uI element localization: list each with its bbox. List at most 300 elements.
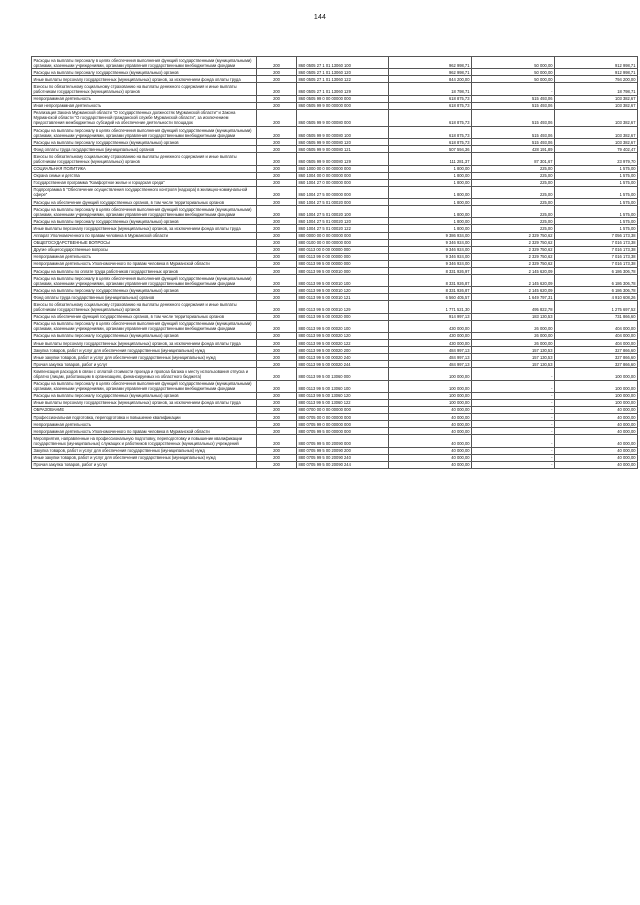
row-dept-code: 200 (257, 392, 297, 399)
row-name: Иные выплаты персоналу государственных (муниципальных) органов, за исключением фонда оплаты труда (32, 399, 257, 406)
table-row (32, 301, 638, 313)
row-approved: 618 875,73 (389, 109, 472, 126)
row-budget-code: 880 0113 99 5 00 00020 100 (297, 320, 389, 332)
row-approved: 844 200,00 (389, 76, 472, 83)
row-remaining: 6 186 306,78 (555, 268, 638, 275)
table-row (32, 313, 638, 320)
row-approved: 1 800,00 (389, 179, 472, 186)
row-dept-code: 200 (257, 260, 297, 267)
row-name: Расходы на выплаты по оплате труда работников государственных органов (32, 268, 257, 275)
table-row (32, 95, 638, 102)
row-approved: 8 331 926,87 (389, 287, 472, 294)
row-dept-code: 200 (257, 380, 297, 392)
row-name: Расходы на выплаты персоналу государственных (муниципальных) органов (32, 139, 257, 146)
table-row (32, 461, 638, 468)
row-approved: 40 000,00 (389, 421, 472, 428)
row-executed: 2 145 620,09 (472, 268, 555, 275)
row-remaining: 327 866,60 (555, 347, 638, 354)
row-budget-code: 880 0113 99 5 00 00010 121 (297, 294, 389, 301)
table-row (32, 406, 638, 413)
row-remaining: 1 575,00 (555, 199, 638, 206)
row-approved: 100 000,00 (389, 368, 472, 380)
row-approved: 9 386 934,00 (389, 232, 472, 239)
table-row (32, 361, 638, 368)
table-row (32, 287, 638, 294)
row-name: Взносы по обязательному социальному страхованию на выплаты денежного содержания и иные выплаты работникам государственных (муниципальных) органов (32, 153, 257, 165)
row-executed: 225,00 (472, 225, 555, 232)
row-budget-code: 860 1000 00 0 00 00000 000 (297, 165, 389, 172)
row-remaining: 1 575,00 (555, 206, 638, 218)
row-dept-code: 200 (257, 399, 297, 406)
table-row (32, 428, 638, 435)
row-remaining: 912 998,71 (555, 57, 638, 69)
row-budget-code: 880 0113 99 5 00 00010 100 (297, 275, 389, 287)
table-row (32, 435, 638, 447)
row-remaining: 1 575,00 (555, 179, 638, 186)
row-approved: 484 997,13 (389, 361, 472, 368)
table-row (32, 102, 638, 109)
row-dept-code: 200 (257, 320, 297, 332)
row-name: Мероприятия, направленные на профессиональную подготовку, переподготовку и повышение квалификации государственных (муниципальных) служащих и работников государственных (муниципальных) учреждений (32, 435, 257, 447)
row-dept-code: 200 (257, 301, 297, 313)
row-remaining: 100 000,00 (555, 399, 638, 406)
row-dept-code: 200 (257, 406, 297, 413)
row-budget-code: 880 0000 00 0 00 00000 000 (297, 232, 389, 239)
row-dept-code: 200 (257, 268, 297, 275)
table-row (32, 399, 638, 406)
row-budget-code: 860 1004 27 5 01 00020 120 (297, 218, 389, 225)
table-row (32, 232, 638, 239)
row-budget-code: 880 0705 99 5 00 20090 200 (297, 447, 389, 454)
row-remaining: 40 000,00 (555, 454, 638, 461)
row-dept-code: 200 (257, 414, 297, 421)
table-row (32, 414, 638, 421)
row-executed: - (472, 83, 555, 95)
row-approved: 100 000,00 (389, 380, 472, 392)
row-executed: - (472, 461, 555, 468)
row-budget-code: 860 0505 99 9 00 00080 129 (297, 153, 389, 165)
row-remaining: 40 000,00 (555, 414, 638, 421)
row-budget-code: 880 0113 99 5 00 00020 120 (297, 332, 389, 339)
table-row (32, 253, 638, 260)
row-approved: 484 997,13 (389, 347, 472, 354)
row-approved: 618 875,73 (389, 95, 472, 102)
row-executed: 2 145 620,09 (472, 275, 555, 287)
row-approved: 9 346 924,00 (389, 253, 472, 260)
row-dept-code: 200 (257, 83, 297, 95)
row-name: Реализация Закона Мурманской области "О государственных должностях Мурманской области" и Закона Мурманской области "О государственной гражданской службе Мурманской области", за исключением предоставления межбюджетных субсидий на обеспечение деятельности площадок (32, 109, 257, 126)
row-approved: 9 346 924,00 (389, 246, 472, 253)
row-dept-code: 200 (257, 76, 297, 83)
row-budget-code: 880 0113 99 5 00 00010 120 (297, 287, 389, 294)
row-name: СОЦИАЛЬНАЯ ПОЛИТИКА (32, 165, 257, 172)
row-name: Прочая закупка товаров, работ и услуг (32, 361, 257, 368)
row-budget-code: 880 0705 99 5 00 20090 000 (297, 435, 389, 447)
row-executed: 157 130,53 (472, 354, 555, 361)
row-approved: 1 800,00 (389, 225, 472, 232)
row-approved: 100 000,00 (389, 399, 472, 406)
table-row (32, 421, 638, 428)
row-name: Расходы на выплаты персоналу в целях обеспечения выполнения функций государственными (муниципальными) органами, казенными учреждениями, органами управления государственными внебюджетными фондами (32, 206, 257, 218)
row-dept-code: 200 (257, 232, 297, 239)
row-executed: - (472, 435, 555, 447)
table-row (32, 139, 638, 146)
row-executed: 225,00 (472, 165, 555, 172)
table-row (32, 268, 638, 275)
row-budget-code: 880 0113 99 5 00 00010 129 (297, 301, 389, 313)
row-remaining: 7 016 173,38 (555, 253, 638, 260)
table-row (32, 206, 638, 218)
row-remaining: 6 186 306,78 (555, 275, 638, 287)
table-row (32, 179, 638, 186)
row-executed: - (472, 380, 555, 392)
row-dept-code: 200 (257, 361, 297, 368)
row-executed: 2 329 750,62 (472, 253, 555, 260)
row-dept-code: 200 (257, 340, 297, 347)
row-name: Расходы на выплаты персоналу в целях обеспечения выполнения функций государственными (муниципальными) органами, казенными учреждениями, органами управления государственными внебюджетными фондами (32, 57, 257, 69)
row-budget-code: 880 0705 00 0 00 00000 000 (297, 414, 389, 421)
row-budget-code: 860 1004 27 0 00 00000 000 (297, 179, 389, 186)
row-remaining: 103 382,67 (555, 127, 638, 139)
row-approved: 6 560 405,57 (389, 294, 472, 301)
table-row (32, 320, 638, 332)
table-row (32, 172, 638, 179)
row-executed: - (472, 447, 555, 454)
row-remaining: 100 000,00 (555, 392, 638, 399)
row-approved: 40 000,00 (389, 406, 472, 413)
row-name: Расходы на обеспечение функций государственных органов, в том числе территориальных органов (32, 199, 257, 206)
row-approved: 8 331 926,97 (389, 268, 472, 275)
row-approved: 430 000,00 (389, 320, 472, 332)
table-row (32, 127, 638, 139)
row-remaining: 1 275 697,52 (555, 301, 638, 313)
row-name: Иные выплаты персоналу государственных (муниципальных) органов, за исключением фонда оплаты труда (32, 225, 257, 232)
row-dept-code: 200 (257, 368, 297, 380)
row-approved: 1 771 521,30 (389, 301, 472, 313)
row-executed: - (472, 399, 555, 406)
row-name: Государственная программа "Комфортное жилье и городская среда" (32, 179, 257, 186)
row-name: Взносы по обязательному социальному страхованию на выплаты денежного содержания и иные выплаты работникам государственных (муниципальных) органов (32, 83, 257, 95)
row-dept-code: 200 (257, 435, 297, 447)
row-executed: - (472, 428, 555, 435)
row-approved: 962 998,71 (389, 69, 472, 76)
row-remaining: 7 016 173,38 (555, 246, 638, 253)
row-dept-code: 200 (257, 172, 297, 179)
row-remaining: 7 056 173,38 (555, 232, 638, 239)
row-executed: 225,00 (472, 186, 555, 198)
row-budget-code: 880 0113 99 5 00 00020 240 (297, 354, 389, 361)
row-name: Расходы на выплаты персоналу в целях обеспечения выполнения функций государственными (муниципальными) органами, казенными учреждениями, органами управления государственными внебюджетными фондами (32, 127, 257, 139)
row-budget-code: 880 0113 99 5 00 13060 122 (297, 399, 389, 406)
row-budget-code: 880 0700 00 0 00 00000 000 (297, 406, 389, 413)
row-budget-code: 860 0505 99 9 00 00080 100 (297, 127, 389, 139)
row-approved: 18 798,71 (389, 83, 472, 95)
row-remaining: 1 575,00 (555, 165, 638, 172)
row-executed: 225,00 (472, 179, 555, 186)
row-remaining: 912 998,71 (555, 69, 638, 76)
table-row (32, 368, 638, 380)
row-dept-code: 200 (257, 246, 297, 253)
row-remaining: 40 000,00 (555, 428, 638, 435)
row-approved: 1 800,00 (389, 218, 472, 225)
row-approved: 507 594,36 (389, 146, 472, 153)
row-name: Расходы на выплаты персоналу государственных (муниципальных) органов (32, 287, 257, 294)
row-executed: 26 000,00 (472, 340, 555, 347)
row-dept-code: 200 (257, 139, 297, 146)
row-executed: - (472, 392, 555, 399)
table-row (32, 260, 638, 267)
row-budget-code: 880 0113 99 5 00 13060 100 (297, 380, 389, 392)
table-row (32, 69, 638, 76)
row-executed: 515 493,06 (472, 102, 555, 109)
row-executed: 2 329 750,62 (472, 260, 555, 267)
row-budget-code: 860 0505 99 9 00 00000 000 (297, 102, 389, 109)
budget-table-body (32, 57, 638, 469)
row-budget-code: 880 0113 99 5 00 00020 244 (297, 361, 389, 368)
row-remaining: 103 382,67 (555, 109, 638, 126)
row-executed: 2 145 620,09 (472, 287, 555, 294)
row-executed: 50 000,00 (472, 69, 555, 76)
row-approved: 40 000,00 (389, 435, 472, 447)
row-budget-code: 860 0505 27 1 01 13060 100 (297, 57, 389, 69)
row-approved: 1 800,00 (389, 206, 472, 218)
row-approved: 430 000,00 (389, 332, 472, 339)
row-dept-code: 200 (257, 454, 297, 461)
row-name: Расходы на выплаты персоналу в целях обеспечения выполнения функций государственными (муниципальными) органами, казенными учреждениями, органами управления государственными внебюджетными фондами (32, 320, 257, 332)
row-remaining: 6 186 306,78 (555, 287, 638, 294)
row-remaining: 40 000,00 (555, 421, 638, 428)
row-executed: - (472, 454, 555, 461)
row-name: Фонд оплаты труда государственных (муниципальных) органов (32, 294, 257, 301)
row-name: Непрограммная деятельность Уполномоченного по правам человека в Мурманской области (32, 428, 257, 435)
table-row (32, 186, 638, 198)
row-remaining: 1 575,00 (555, 172, 638, 179)
row-executed: 515 493,06 (472, 109, 555, 126)
table-row (32, 246, 638, 253)
row-name: Другие общегосударственные вопросы (32, 246, 257, 253)
row-executed: 515 493,06 (472, 95, 555, 102)
row-approved: 100 000,00 (389, 392, 472, 399)
row-approved: 9 346 924,00 (389, 239, 472, 246)
row-approved: 962 998,71 (389, 57, 472, 69)
row-budget-code: 860 0505 99 0 00 00000 000 (297, 95, 389, 102)
row-approved: 1 800,00 (389, 186, 472, 198)
row-executed: 225,00 (472, 218, 555, 225)
row-executed: 495 822,78 (472, 301, 555, 313)
row-dept-code: 200 (257, 218, 297, 225)
row-budget-code: 880 0705 99 5 00 00000 000 (297, 428, 389, 435)
row-dept-code: 200 (257, 127, 297, 139)
row-dept-code: 200 (257, 153, 297, 165)
row-budget-code: 860 1004 27 5 01 00020 122 (297, 225, 389, 232)
row-remaining: 4 910 608,26 (555, 294, 638, 301)
row-budget-code: 860 0505 27 1 01 13060 122 (297, 76, 389, 83)
row-remaining: 100 000,00 (555, 368, 638, 380)
table-row (32, 239, 638, 246)
row-dept-code: 200 (257, 421, 297, 428)
row-budget-code: 880 0113 99 0 00 00000 000 (297, 253, 389, 260)
row-dept-code: 200 (257, 69, 297, 76)
row-budget-code: 860 1004 27 5 01 00020 000 (297, 199, 389, 206)
row-budget-code: 880 0113 99 5 00 00020 122 (297, 340, 389, 347)
row-approved: 40 000,00 (389, 461, 472, 468)
row-executed: 428 191,89 (472, 146, 555, 153)
table-row (32, 275, 638, 287)
row-remaining: 40 000,00 (555, 435, 638, 447)
table-row (32, 294, 638, 301)
row-approved: 8 331 926,87 (389, 275, 472, 287)
row-remaining: 103 382,67 (555, 102, 638, 109)
row-remaining: 404 000,00 (555, 332, 638, 339)
row-remaining: 731 866,60 (555, 313, 638, 320)
row-dept-code: 200 (257, 109, 297, 126)
row-executed: 50 000,00 (472, 57, 555, 69)
row-budget-code: 860 0505 27 1 01 13060 129 (297, 83, 389, 95)
table-row (32, 199, 638, 206)
row-dept-code: 200 (257, 199, 297, 206)
table-row (32, 447, 638, 454)
row-budget-code: 860 1004 27 5 00 00000 000 (297, 186, 389, 198)
table-row (32, 57, 638, 69)
row-executed: - (472, 368, 555, 380)
row-name: Взносы по обязательному социальному страхованию на выплаты денежного содержания и иные выплаты работникам государственных (муниципальных) органов (32, 301, 257, 313)
table-row (32, 225, 638, 232)
row-remaining: 103 382,67 (555, 139, 638, 146)
row-executed: 2 329 750,62 (472, 246, 555, 253)
row-executed: 1 649 797,31 (472, 294, 555, 301)
row-executed: 225,00 (472, 172, 555, 179)
row-dept-code: 200 (257, 186, 297, 198)
row-executed: 50 000,00 (472, 76, 555, 83)
row-name: Расходы на выплаты персоналу государственных (муниципальных) органов (32, 69, 257, 76)
row-executed: 515 493,06 (472, 139, 555, 146)
row-executed: 157 130,53 (472, 347, 555, 354)
row-name: Прочая закупка товаров, работ и услуг (32, 461, 257, 468)
row-executed: 157 130,53 (472, 361, 555, 368)
row-name: Непрограммная деятельность (32, 253, 257, 260)
row-dept-code: 200 (257, 294, 297, 301)
row-dept-code: 200 (257, 313, 297, 320)
row-name: Иные выплаты персоналу государственных (муниципальных) органов, за исключением фонда оплаты труда (32, 76, 257, 83)
row-executed: 26 000,00 (472, 320, 555, 332)
row-name: ОБЩЕГОСУДАРСТВЕННЫЕ ВОПРОСЫ (32, 239, 257, 246)
row-budget-code: 880 0113 99 5 00 13060 000 (297, 368, 389, 380)
row-dept-code: 200 (257, 146, 297, 153)
row-executed: 2 329 750,62 (472, 239, 555, 246)
row-dept-code: 200 (257, 102, 297, 109)
row-remaining: 40 000,00 (555, 461, 638, 468)
row-dept-code: 200 (257, 253, 297, 260)
row-remaining: 18 798,71 (555, 83, 638, 95)
table-row (32, 165, 638, 172)
row-name: Аппарат Уполномоченного по правам человека в Мурманской области (32, 232, 257, 239)
row-dept-code: 200 (257, 57, 297, 69)
row-name: Охрана семьи и детства (32, 172, 257, 179)
row-approved: 40 000,00 (389, 428, 472, 435)
row-name: Расходы на выплаты персоналу государственных (муниципальных) органов (32, 392, 257, 399)
row-name: Закупка товаров, работ и услуг для обеспечения государственных (муниципальных) нужд (32, 347, 257, 354)
table-row (32, 392, 638, 399)
row-executed: 515 493,06 (472, 127, 555, 139)
row-executed: - (472, 414, 555, 421)
row-dept-code: 200 (257, 239, 297, 246)
row-remaining: 404 000,00 (555, 320, 638, 332)
row-name: Непрограммная деятельность (32, 421, 257, 428)
row-executed: 183 130,53 (472, 313, 555, 320)
row-name: Фонд оплаты труда государственных (муниципальных) органов (32, 146, 257, 153)
row-name: Иная непрограммная деятельность (32, 102, 257, 109)
row-budget-code: 880 0705 99 5 00 20090 240 (297, 454, 389, 461)
row-name: Расходы на выплаты персоналу в целях обеспечения выполнения функций государственными (муниципальными) органами, казенными учреждениями, органами управления государственными внебюджетными фондами (32, 275, 257, 287)
row-approved: 484 997,13 (389, 354, 472, 361)
row-approved: 618 875,73 (389, 139, 472, 146)
row-executed: - (472, 421, 555, 428)
row-approved: 1 800,00 (389, 165, 472, 172)
row-executed: 225,00 (472, 206, 555, 218)
row-remaining: 40 000,00 (555, 406, 638, 413)
row-dept-code: 200 (257, 179, 297, 186)
row-executed: 225,00 (472, 199, 555, 206)
row-dept-code: 200 (257, 165, 297, 172)
row-executed: - (472, 406, 555, 413)
row-approved: 430 000,00 (389, 340, 472, 347)
row-approved: 1 800,00 (389, 199, 472, 206)
row-dept-code: 200 (257, 428, 297, 435)
table-row (32, 354, 638, 361)
table-row (32, 332, 638, 339)
row-remaining: 1 575,00 (555, 225, 638, 232)
table-row (32, 347, 638, 354)
row-name: Иные выплаты персоналу государственных (муниципальных) органов, за исключением фонда оплаты труда (32, 340, 257, 347)
row-name: Профессиональная подготовка, переподготовка и повышение квалификации (32, 414, 257, 421)
row-name: Расходы на обеспечение функций государственных органов, в том числе территориальных органов (32, 313, 257, 320)
row-approved: 914 997,13 (389, 313, 472, 320)
row-dept-code: 200 (257, 206, 297, 218)
row-approved: 1 800,00 (389, 172, 472, 179)
row-dept-code: 200 (257, 347, 297, 354)
row-dept-code: 200 (257, 275, 297, 287)
row-executed: 2 329 750,62 (472, 232, 555, 239)
table-row (32, 340, 638, 347)
row-budget-code: 880 0113 00 0 00 00000 000 (297, 246, 389, 253)
row-budget-code: 880 0113 99 5 00 00000 000 (297, 260, 389, 267)
table-row (32, 109, 638, 126)
row-dept-code: 200 (257, 332, 297, 339)
row-executed: 87 301,67 (472, 153, 555, 165)
table-row (32, 76, 638, 83)
row-budget-code: 860 0505 99 9 00 00080 000 (297, 109, 389, 126)
row-remaining: 103 382,67 (555, 95, 638, 102)
row-budget-code: 860 1004 00 0 00 00000 000 (297, 172, 389, 179)
row-approved: 40 000,00 (389, 454, 472, 461)
table-row (32, 153, 638, 165)
row-remaining: 794 200,00 (555, 76, 638, 83)
row-remaining: 327 866,60 (555, 354, 638, 361)
row-executed: 26 000,00 (472, 332, 555, 339)
row-name: Иные закупки товаров, работ и услуг для обеспечения государственных (муниципальных) нужд (32, 354, 257, 361)
row-dept-code: 200 (257, 287, 297, 294)
row-remaining: 404 000,00 (555, 340, 638, 347)
row-budget-code: 880 0113 99 5 00 00020 200 (297, 347, 389, 354)
table-row (32, 380, 638, 392)
row-name: Расходы на выплаты персоналу в целях обеспечения выполнения функций государственными (муниципальными) органами, казенными учреждениями, органами управления государственными внебюджетными фондами (32, 380, 257, 392)
page-number: 144 (313, 14, 327, 21)
row-name: Непрограммная деятельность (32, 95, 257, 102)
row-remaining: 100 000,00 (555, 380, 638, 392)
row-budget-code: 880 0100 00 0 00 00000 000 (297, 239, 389, 246)
row-budget-code: 880 0113 99 5 00 00020 000 (297, 313, 389, 320)
row-name: Иные закупки товаров, работ и услуг для обеспечения государственных (муниципальных) нужд (32, 454, 257, 461)
